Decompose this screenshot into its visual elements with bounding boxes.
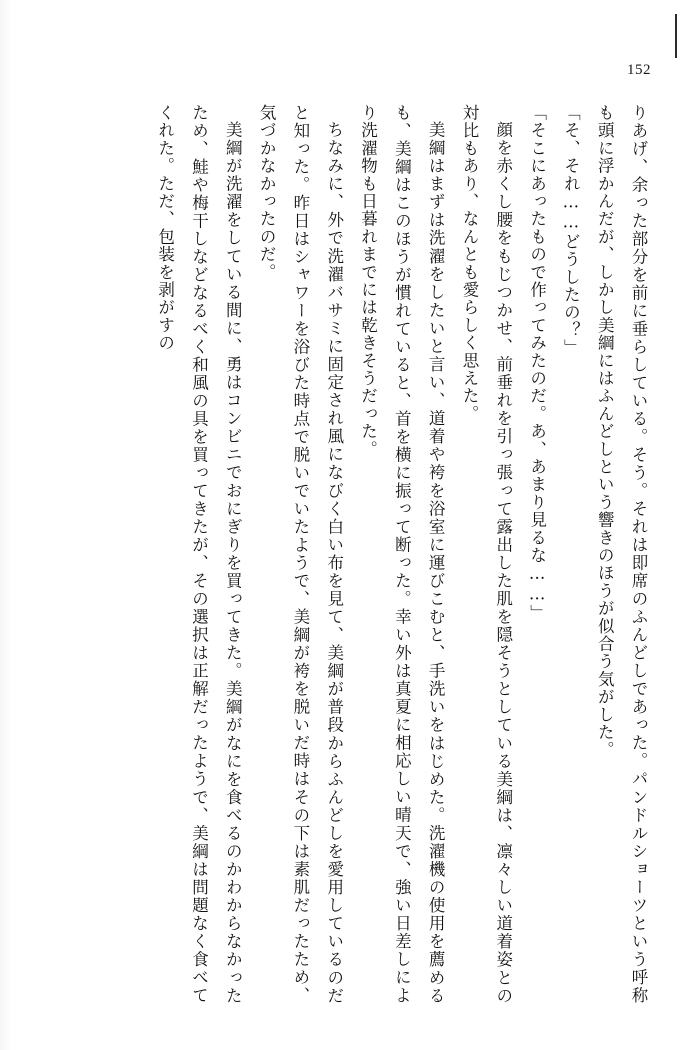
body-paragraph: りあげ、余った部分を前に垂らしている。そう。それは即席のふんどしであった。パンドルショーツという呼称も頭に浮かんだが、しかし美綱にはふんどしという響きのほうが似合う気がした。 — [595, 104, 648, 1004]
gutter-shading — [0, 0, 12, 1050]
body-paragraph: 美綱はまずは洗濯をしたいと言い、道着や袴を浴室に運びこむと、手洗いをはじめた。洗濯機の使用を薦めるも、美綱はこのほうが慣れていると、首を横に振って断った。幸い外は真夏に相応しい晴天で、強い日差しにより洗濯物も日暮れまでには乾きそうだった。 — [358, 104, 446, 1004]
body-paragraph: 「そ、それ……どうしたの？」 — [561, 104, 581, 357]
corner-rule-mark — [675, 14, 677, 58]
body-paragraph: 顔を赤くし腰をもじつかせ、前垂れを引っ張って露出した肌を隠そうとしている美綱は、凛々しい道着姿との対比もあり、なんとも愛らしく思えた。 — [459, 104, 513, 1004]
body-paragraph: 美綱が洗濯をしている間に、勇はコンビニでおにぎりを買ってきた。美綱がなにを食べるのかわからなかったため、鮭や梅干しなどなるべく和風の具を買ってきたが、その選択は正解だったようで、美綱は問題なく食べてくれた。ただ、包装を剥がすの — [155, 104, 243, 1004]
body-paragraph: 「そこにあったもので作ってみたのだ。あ、あまり見るな……」 — [527, 104, 547, 623]
page-number: 152 — [627, 62, 651, 78]
body-paragraph: ちなみに、外で洗濯バサミに固定され風になびく白い布を見て、美綱が普段からふんどしを愛用しているのだと知った。昨日はシャワーを浴びた時点で脱いでいたようで、美綱が袴を脱いだ時はその下は素肌だったため、気づかなかったのだ。 — [257, 104, 344, 1004]
vertical-text-body — [48, 104, 655, 1004]
